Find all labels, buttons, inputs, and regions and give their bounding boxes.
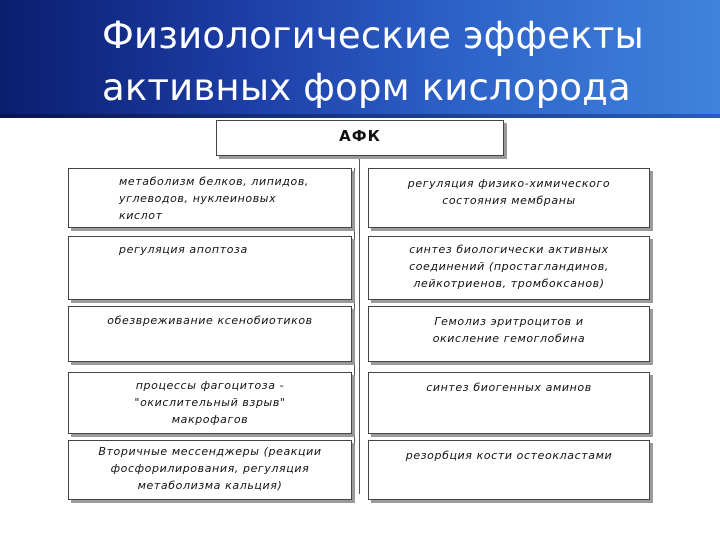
right-box-2: синтез биологически активных соединений (простагландинов, лейкотриенов, тромбоксанов)	[368, 236, 650, 300]
left-box-2: регуляция апоптоза	[68, 236, 352, 300]
left-box-5: Вторичные мессенджеры (реакции фосфорилирования, регуляция метаболизма кальция)	[68, 440, 352, 500]
left-box-1: метаболизм белков, липидов, углеводов, нуклеиновых кислот	[68, 168, 352, 228]
title-bar	[0, 0, 720, 118]
connector-trunk	[359, 159, 360, 494]
right-box-1: регуляция физико-химического состояния мембраны	[368, 168, 650, 228]
right-box-3: Гемолиз эритроцитов и окисление гемоглобина	[368, 306, 650, 362]
left-box-3: обезвреживание ксенобиотиков	[68, 306, 352, 362]
left-box-4: процессы фагоцитоза - "окислительный взрыв" макрофагов	[68, 372, 352, 434]
right-box-4: синтез биогенных аминов	[368, 372, 650, 434]
root-box: АФК	[216, 120, 504, 156]
right-box-5: резорбция кости остеокластами	[368, 440, 650, 500]
slide-title: Физиологические эффекты активных форм кислорода	[102, 14, 644, 109]
diagram	[0, 118, 720, 540]
connector-left-spine	[354, 168, 355, 488]
